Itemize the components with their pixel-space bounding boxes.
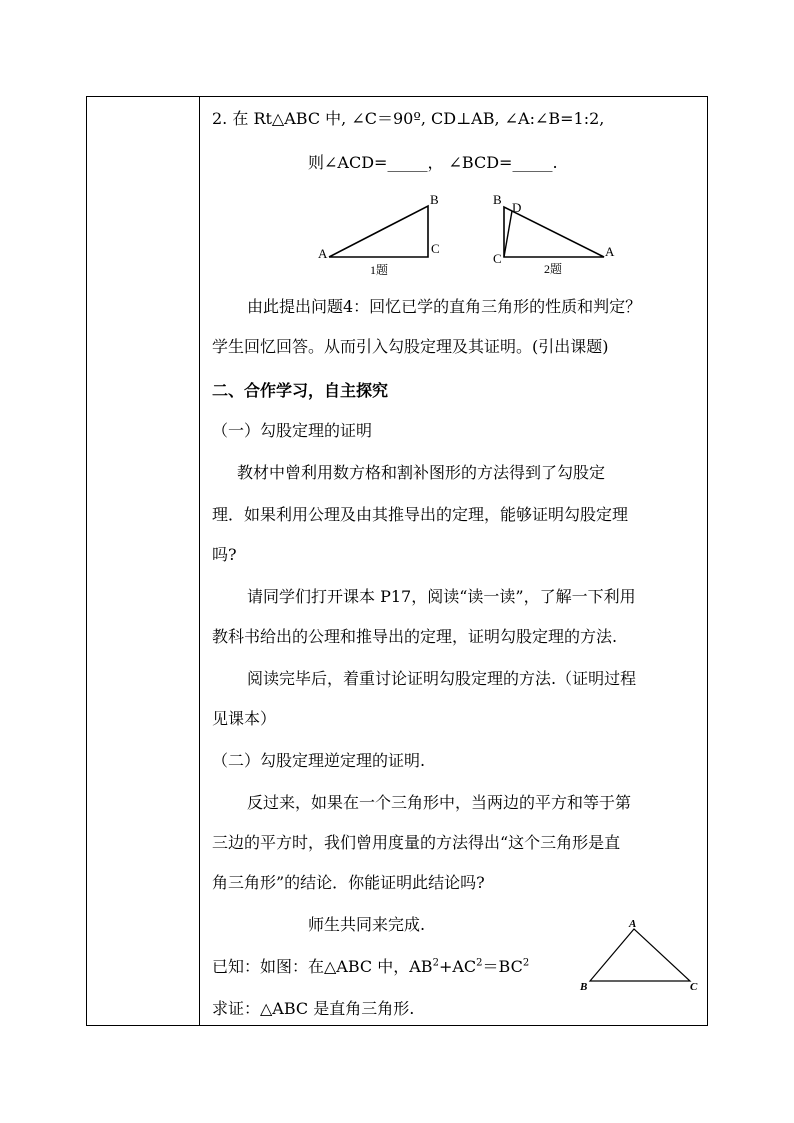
- question-2-line-1: 2. 在 Rt△ABC 中, ∠C＝90º, CD⊥AB, ∠A:∠B=1:2,: [212, 109, 605, 128]
- figure-2-label-d: D: [512, 200, 522, 215]
- given-exponent-1: 2: [432, 957, 439, 969]
- teacher-student-line: 师生共同来完成.: [308, 915, 426, 934]
- figure-3-label-c: C: [690, 981, 698, 993]
- figure-1-label-c: C: [431, 241, 440, 256]
- paragraph-discuss-line-1: 阅读完毕后，着重讨论证明勾股定理的方法.（证明过程: [247, 669, 637, 688]
- figure-3-label-a: A: [629, 918, 637, 930]
- question-2-line-2: 则∠ACD=_____， ∠BCD=_____.: [308, 153, 558, 172]
- paragraph-converse-line-1: 反过来，如果在一个三角形中，当两边的平方和等于第: [247, 793, 632, 812]
- figure-2-triangle: [494, 193, 624, 279]
- given-prefix: 已知：如图：在△ABC 中，AB: [212, 957, 433, 976]
- paragraph-read-line-2: 教科书给出的公理和推导出的定理，证明勾股定理的方法.: [212, 627, 618, 646]
- figure-1-shape: [329, 206, 428, 257]
- figure-3-shape: [590, 929, 690, 981]
- paragraph-textbook-line-1: 教材中曾利用数方格和割补图形的方法得到了勾股定: [237, 463, 606, 482]
- figure-2-label-c: C: [493, 251, 502, 266]
- figure-1-label-b: B: [430, 192, 439, 207]
- column-divider: [199, 97, 200, 1025]
- paragraph-converse-line-2: 三边的平方时，我们曾用度量的方法得出“这个三角形是直: [212, 833, 621, 852]
- figure-1-caption: 1题: [370, 263, 389, 277]
- figure-2-caption: 2题: [544, 262, 563, 276]
- given-suffix: ＝BC: [482, 957, 523, 976]
- paragraph-discuss-line-2: 见课本）: [212, 709, 277, 728]
- subsection-2-title: （二）勾股定理逆定理的证明.: [212, 751, 426, 770]
- paragraph-read-line-1: 请同学们打开课本 P17，阅读“读一读”，了解一下利用: [247, 587, 636, 606]
- paragraph-converse-line-3: 角三角形”的结论．你能证明此结论吗?: [212, 873, 485, 892]
- given-mid: +AC: [438, 957, 477, 976]
- figure-3-triangle: [580, 917, 706, 997]
- figure-1-triangle: [318, 193, 448, 279]
- figure-2-label-a: A: [605, 244, 615, 259]
- figure-1-label-a: A: [318, 246, 328, 261]
- given-exponent-3: 2: [522, 957, 530, 969]
- section-2-title: 二、合作学习，自主探究: [212, 381, 389, 400]
- paragraph-textbook-line-2: 理．如果利用公理及由其推导出的定理，能够证明勾股定理: [212, 505, 629, 524]
- lesson-table: [86, 96, 708, 1026]
- subsection-1-title: （一）勾股定理的证明: [212, 421, 373, 440]
- figure-2-altitude: [504, 211, 512, 257]
- figure-2-label-b: B: [493, 192, 502, 207]
- paragraph-q4-line-1: 由此提出问题4：回忆已学的直角三角形的性质和判定？: [247, 297, 642, 316]
- figure-3-label-b: B: [580, 981, 588, 993]
- given-line: [212, 957, 529, 977]
- prove-line: 求证：△ABC 是直角三角形.: [212, 999, 415, 1018]
- given-exponent-2: 2: [476, 957, 483, 969]
- paragraph-textbook-line-3: 吗?: [212, 545, 237, 564]
- paragraph-q4-line-2: 学生回忆回答。从而引入勾股定理及其证明。(引出课题): [212, 337, 609, 356]
